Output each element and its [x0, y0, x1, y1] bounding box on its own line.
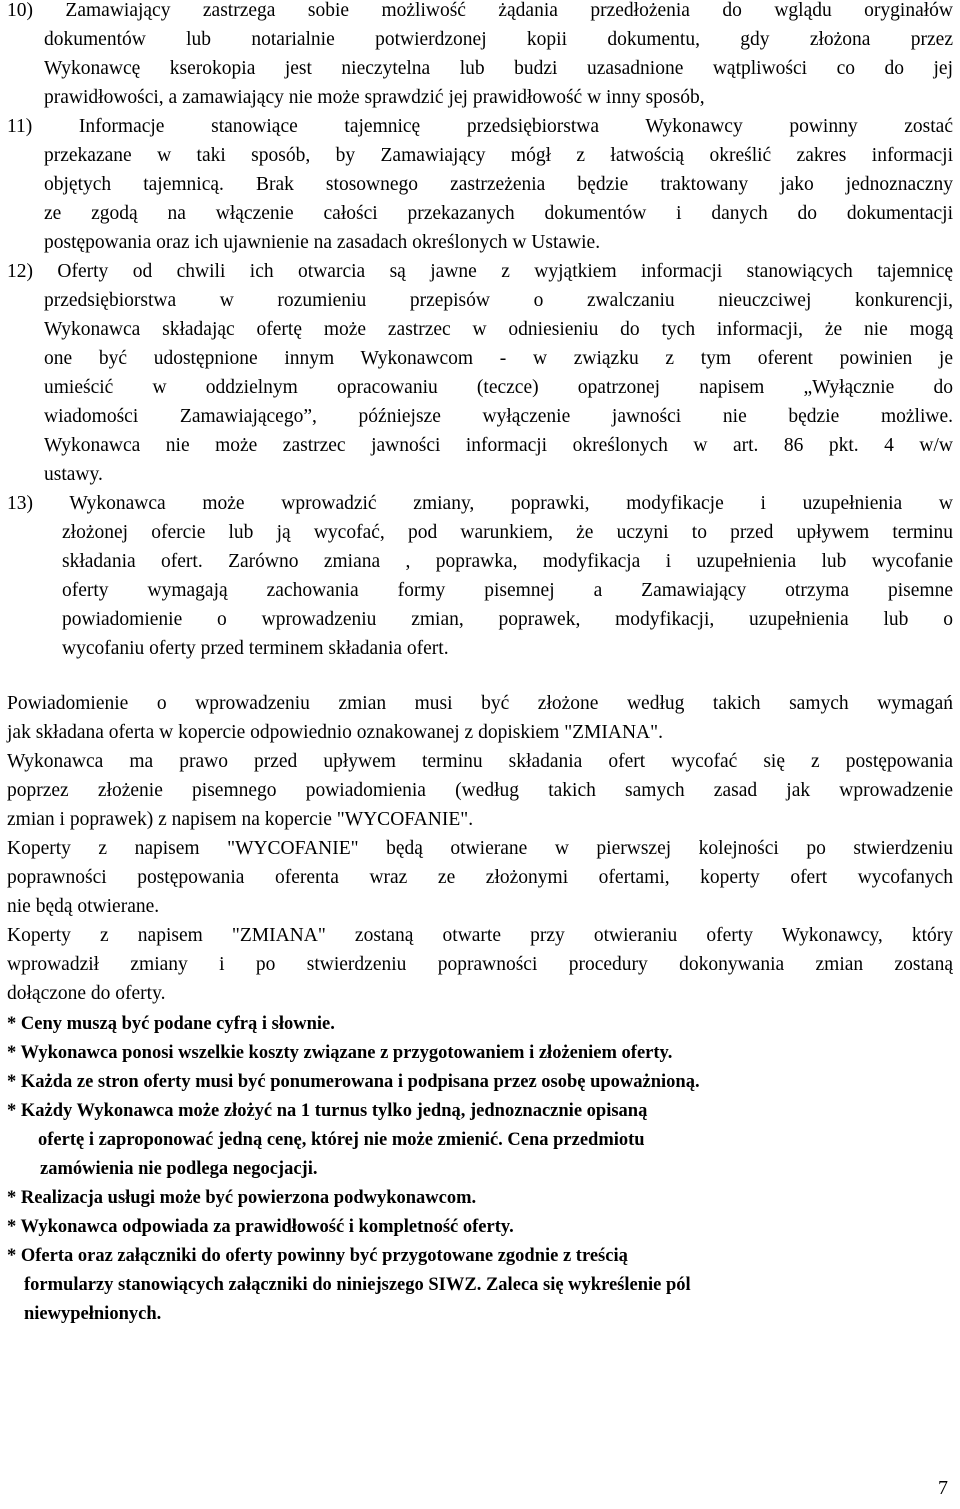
- text-line: nie będą otwierane.: [7, 896, 160, 917]
- bold-note-line: * Wykonawca odpowiada za prawidłowość i kompletność oferty.: [7, 1217, 514, 1237]
- text-line: Wykonawca składając ofertę może zastrzec w odniesieniu do tych informacji, że nie mogą: [44, 319, 953, 340]
- bold-note-line: niewypełnionych.: [24, 1304, 162, 1324]
- text-line: Wykonawca ma prawo przed upływem terminu składania ofert wycofać się z postępowania: [7, 751, 953, 772]
- text-line: powiadomienie o wprowadzeniu zmian, poprawek, modyfikacji, uzupełnienia lub o: [62, 609, 953, 630]
- text-line: Wykonawca nie może zastrzec jawności informacji określonych w art. 86 pkt. 4 w/w: [44, 435, 953, 456]
- text-line: 10) Zamawiający zastrzega sobie możliwość żądania przedłożenia do wglądu oryginałów: [7, 0, 953, 21]
- text-line: 13) Wykonawca może wprowadzić zmiany, poprawki, modyfikacje i uzupełnienia w: [7, 493, 953, 514]
- bold-note-line: * Wykonawca ponosi wszelkie koszty związane z przygotowaniem i złożeniem oferty.: [7, 1043, 673, 1063]
- text-line: Koperty z napisem "WYCOFANIE" będą otwierane w pierwszej kolejności po stwierdzeniu: [7, 838, 953, 859]
- text-line: poprzez złożenie pisemnego powiadomienia (według takich samych zasad jak wprowadzenie: [7, 780, 953, 801]
- text-line: Koperty z napisem "ZMIANA" zostaną otwarte przy otwieraniu oferty Wykonawcy, który: [7, 925, 953, 946]
- text-line: przekazane w taki sposób, by Zamawiający mógł z łatwością określić zakres informacji: [44, 145, 953, 166]
- text-line: prawidłowości, a zamawiający nie może sprawdzić jej prawidłowość w inny sposób,: [44, 87, 705, 108]
- text-line: wprowadził zmiany i po stwierdzeniu poprawności procedury dokonywania zmian zostaną: [7, 954, 953, 975]
- text-line: ustawy.: [44, 464, 103, 485]
- text-line: wiadomości Zamawiającego”, późniejsze wyłączenie jawności nie będzie możliwe.: [44, 406, 953, 427]
- text-line: Powiadomienie o wprowadzeniu zmian musi być złożone według takich samych wymagań: [7, 693, 953, 714]
- text-line: złożonej ofercie lub ją wycofać, pod warunkiem, że uczyni to przed upływem terminu: [62, 522, 953, 543]
- bold-note-line: * Ceny muszą być podane cyfrą i słownie.: [7, 1014, 335, 1034]
- text-line: wycofaniu oferty przed terminem składania ofert.: [62, 638, 449, 659]
- bold-note-line: * Oferta oraz załączniki do oferty powinny być przygotowane zgodnie z treścią: [7, 1246, 628, 1266]
- text-line: ze zgodą na włączenie całości przekazanych dokumentów i danych do dokumentacji: [44, 203, 953, 224]
- bold-note-line: * Realizacja usługi może być powierzona podwykonawcom.: [7, 1188, 477, 1208]
- bold-note-line: formularzy stanowiących załączniki do niniejszego SIWZ. Zaleca się wykreślenie pól: [24, 1275, 691, 1295]
- text-line: oferty wymagają zachowania formy pisemnej a Zamawiający otrzyma pisemne: [62, 580, 953, 601]
- text-line: Wykonawcę kserokopia jest nieczytelna lub budzi uzasadnione wątpliwości co do jej: [44, 58, 953, 79]
- text-line: przedsiębiorstwa w rozumieniu przepisów o zwalczaniu nieuczciwej konkurencji,: [44, 290, 953, 311]
- bold-note-line: * Każdy Wykonawca może złożyć na 1 turnus tylko jedną, jednoznacznie opisaną: [7, 1101, 648, 1121]
- bold-note-line: ofertę i zaproponować jedną cenę, której nie może zmienić. Cena przedmiotu: [38, 1130, 645, 1150]
- text-line: 11) Informacje stanowiące tajemnicę przedsiębiorstwa Wykonawcy powinny zostać: [7, 116, 953, 137]
- text-line: poprawności postępowania oferenta wraz ze złożonymi ofertami, koperty ofert wycofanych: [7, 867, 953, 888]
- text-line: jak składana oferta w kopercie odpowiednio oznakowanej z dopiskiem "ZMIANA".: [7, 722, 663, 743]
- text-line: postępowania oraz ich ujawnienie na zasadach określonych w Ustawie.: [44, 232, 601, 253]
- text-line: dołączone do oferty.: [7, 983, 166, 1004]
- text-line: zmian i poprawek) z napisem na kopercie "WYCOFANIE".: [7, 809, 474, 830]
- bold-note-line: * Każda ze stron oferty musi być ponumerowana i podpisana przez osobę upoważnioną.: [7, 1072, 700, 1092]
- text-line: składania ofert. Zarówno zmiana , poprawka, modyfikacja i uzupełnienia lub wycofanie: [62, 551, 953, 572]
- text-line: dokumentów lub notarialnie potwierdzonej kopii dokumentu, gdy złożona przez: [44, 29, 953, 50]
- text-line: umieścić w oddzielnym opracowaniu (teczce) opatrzonej napisem „Wyłącznie do: [44, 377, 953, 398]
- bold-note-line: zamówienia nie podlega negocjacji.: [40, 1159, 318, 1179]
- text-line: objętych tajemnicą. Brak stosownego zastrzeżenia będzie traktowany jako jednoznaczny: [44, 174, 953, 195]
- page-number: 7: [938, 1477, 948, 1499]
- text-line: 12) Oferty od chwili ich otwarcia są jawne z wyjątkiem informacji stanowiących tajemnicę: [7, 261, 953, 282]
- text-line: one być udostępnione innym Wykonawcom - w związku z tym oferent powinien je: [44, 348, 953, 369]
